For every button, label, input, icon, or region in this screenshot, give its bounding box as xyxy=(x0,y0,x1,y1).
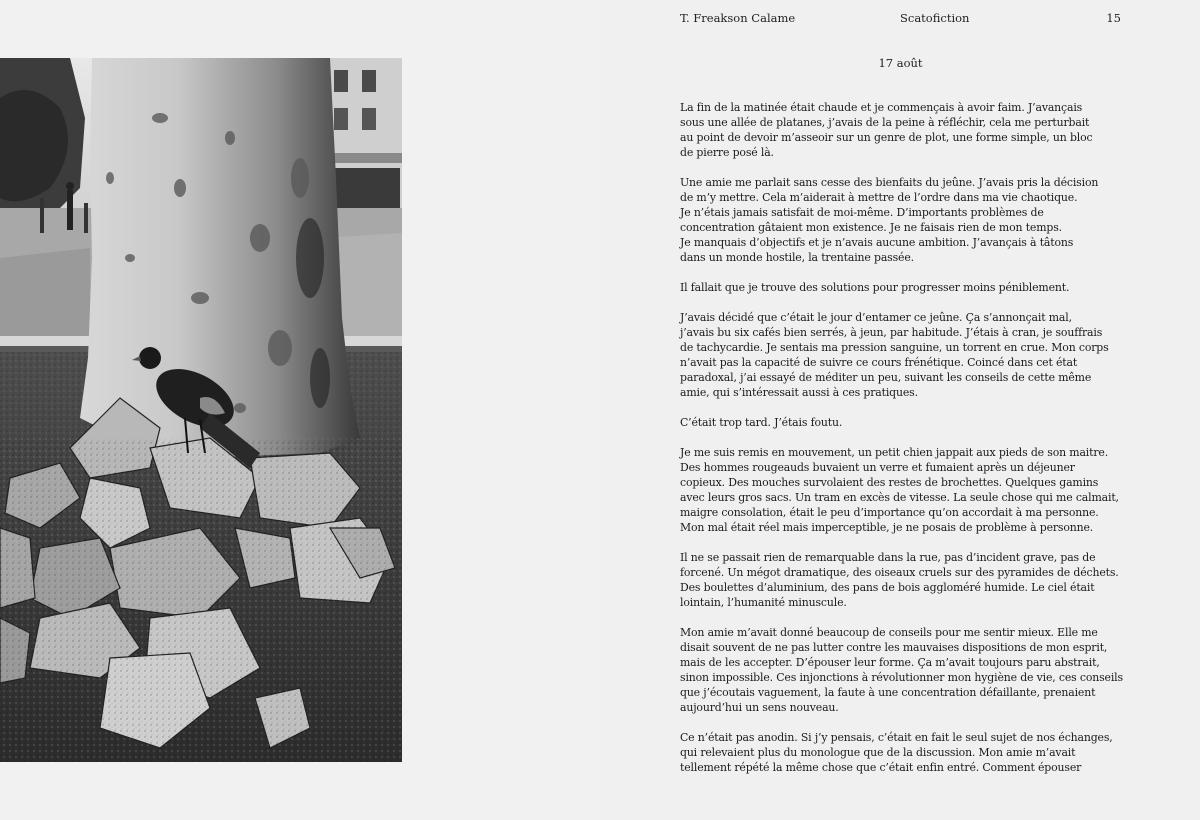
text-line: j’avais bu six cafés bien serrés, à jeun, par habitude. J’étais à cran, je souffrais xyxy=(680,326,1103,339)
paragraph xyxy=(680,100,1125,160)
paragraph xyxy=(680,280,1125,295)
paragraph xyxy=(680,730,1125,775)
text-line: Mon mal était réel mais imperceptible, je ne posais de problème à personne. xyxy=(680,521,1094,534)
text-line: mais de les accepter. D’épouser leur forme. Ça m’avait toujours paru abstrait, xyxy=(680,656,1100,669)
text-line: Mon amie m’avait donné beaucoup de conseils pour me sentir mieux. Elle me xyxy=(680,626,1098,639)
text-line: Je n’étais jamais satisfait de moi-même. D’importants problèmes de xyxy=(680,206,1044,219)
text-line: Une amie me parlait sans cesse des bienfaits du jeûne. J’avais pris la décision xyxy=(680,176,1099,189)
text-line: Il ne se passait rien de remarquable dans la rue, pas d’incident grave, pas de xyxy=(680,551,1096,564)
text-line: concentration gâtaient mon existence. Je ne faisais rien de mon temps. xyxy=(680,221,1062,234)
text-line: Des hommes rougeauds buvaient un verre et fumaient après un déjeuner xyxy=(680,461,1075,474)
right-page xyxy=(600,0,1200,820)
entry-date xyxy=(680,56,1121,70)
entry-date-text: 17 août xyxy=(878,56,923,70)
text-line: qui relevaient plus du monologue que de la discussion. Mon amie m’avait xyxy=(680,746,1076,759)
text-line: n’avait pas la capacité de suivre ce cours frénétique. Coincé dans cet état xyxy=(680,356,1078,369)
text-line: J’avais décidé que c’était le jour d’entamer ce jeûne. Ça s’annonçait mal, xyxy=(680,311,1072,324)
text-line: tellement répété la même chose que c’était enfin entré. Comment épouser xyxy=(680,761,1082,774)
text-line: Il fallait que je trouve des solutions pour progresser moins péniblement. xyxy=(680,281,1070,294)
text-line: Je me suis remis en mouvement, un petit chien jappait aux pieds de son maitre. xyxy=(680,446,1109,459)
page-number: 15 xyxy=(1106,11,1121,25)
text-line: lointain, l’humanité minuscule. xyxy=(680,596,847,609)
text-line: forcené. Un mégot dramatique, des oiseaux cruels sur des pyramides de déchets. xyxy=(680,566,1119,579)
author-name: T. Freakson Calame xyxy=(680,11,796,25)
text-line: paradoxal, j’ai essayé de méditer un peu, suivant les conseils de cette même xyxy=(680,371,1092,384)
body-text xyxy=(680,100,1125,790)
paragraph xyxy=(680,310,1125,400)
paragraph xyxy=(680,175,1125,265)
photo-illustration xyxy=(0,58,402,762)
text-line: de pierre posé là. xyxy=(680,146,774,159)
text-line: Des boulettes d’aluminium, des pans de bois aggloméré humide. Le ciel était xyxy=(680,581,1095,594)
text-line: de m’y mettre. Cela m’aiderait à mettre de l’ordre dans ma vie chaotique. xyxy=(680,191,1078,204)
book-title: Scatofiction xyxy=(900,11,970,25)
photograph xyxy=(0,58,402,762)
running-header xyxy=(680,11,1121,27)
text-line: que j’écoutais vaguement, la faute à une concentration défaillante, prenaient xyxy=(680,686,1096,699)
text-line: copieux. Des mouches survolaient des restes de brochettes. Quelques gamins xyxy=(680,476,1099,489)
text-line: C’était trop tard. J’étais foutu. xyxy=(680,416,843,429)
text-line: au point de devoir m’asseoir sur un genre de plot, une forme simple, un bloc xyxy=(680,131,1093,144)
paragraph xyxy=(680,625,1125,715)
text-line: sous une allée de platanes, j’avais de la peine à réfléchir, cela me perturbait xyxy=(680,116,1090,129)
text-line: dans un monde hostile, la trentaine passée. xyxy=(680,251,914,264)
text-line: amie, qui s’intéressait aussi à ces pratiques. xyxy=(680,386,918,399)
text-line: La fin de la matinée était chaude et je commençais à avoir faim. J’avançais xyxy=(680,101,1083,114)
text-line: avec leurs gros sacs. Un tram en excès de vitesse. La seule chose qui me calmait, xyxy=(680,491,1119,504)
paragraph xyxy=(680,445,1125,535)
text-line: sinon impossible. Ces injonctions à révolutionner mon hygiène de vie, ces conseils xyxy=(680,671,1123,684)
text-line: Ce n’était pas anodin. Si j’y pensais, c’était en fait le seul sujet de nos échanges, xyxy=(680,731,1113,744)
paragraph xyxy=(680,550,1125,610)
text-line: disait souvent de ne pas lutter contre les mauvaises dispositions de mon esprit, xyxy=(680,641,1108,654)
text-line: de tachycardie. Je sentais ma pression sanguine, un torrent en crue. Mon corps xyxy=(680,341,1109,354)
text-line: maigre consolation, était le peu d’importance qu’on accordait à ma personne. xyxy=(680,506,1099,519)
text-line: Je manquais d’objectifs et je n’avais aucune ambition. J’avançais à tâtons xyxy=(680,236,1074,249)
paragraph xyxy=(680,415,1125,430)
text-line: aujourd’hui un sens nouveau. xyxy=(680,701,839,714)
